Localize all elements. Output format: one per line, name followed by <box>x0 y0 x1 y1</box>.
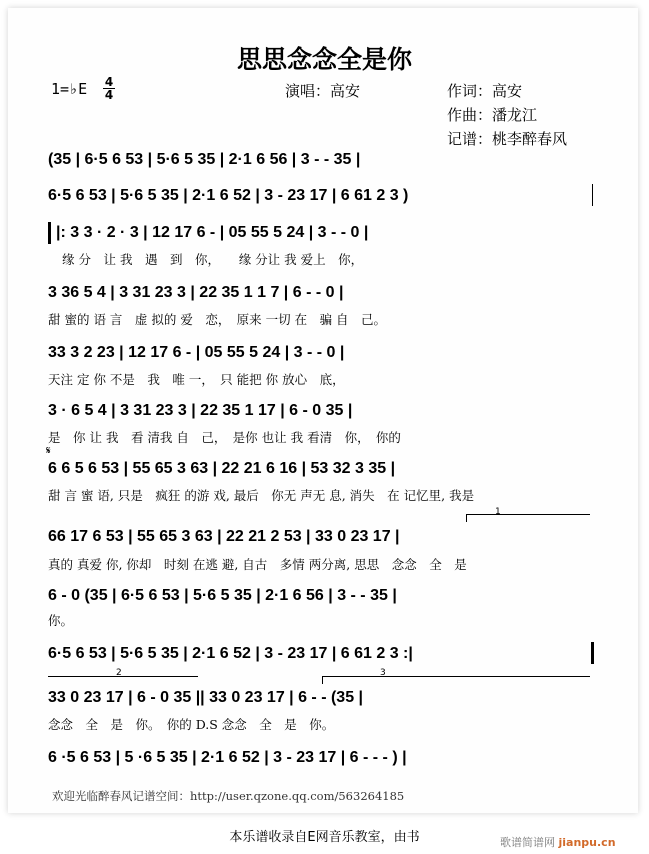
notation-row-6: 3 · 6 5 4 | 3 31 23 3 | 22 35 1 17 | 6 - 0 35 | <box>48 402 353 419</box>
volta-3-number: 3 <box>380 668 386 678</box>
repeat-end-bar <box>591 642 594 664</box>
end-barline <box>592 184 593 206</box>
notation-row-11: 33 0 23 17 | 6 - 0 35 || 33 0 23 17 | 6 - - (35 | <box>48 689 364 706</box>
site-watermark <box>500 834 616 850</box>
lyrics-row-6: 是 你 让 我 看 清我 自 己， 是你 也让 我 看清 你， 你的 <box>48 430 401 445</box>
segno-sign: 𝄋 <box>46 444 51 457</box>
lyrics-row-5: 天注 定 你 不是 我 唯 一， 只 能把 你 放心 底， <box>48 372 345 387</box>
lyrics-row-8: 真的 真爱 你, 你却 时刻 在逃 避, 自古 多情 两分离, 思思 念念 全 是 <box>48 557 467 572</box>
key-signature: 1=♭E <box>51 80 88 98</box>
volta-2-number: 2 <box>116 668 122 678</box>
notation-row-4: 3 36 5 4 | 3 31 23 3 | 22 35 1 1 7 | 6 - - 0 | <box>48 284 344 301</box>
volta-3-hook <box>322 676 323 684</box>
notation-row-10: 6·5 6 53 | 5·6 5 35 | 2·1 6 52 | 3 - 23 17 | 6 61 2 3 :| <box>48 645 413 662</box>
notation-row-5: 33 3 2 23 | 12 17 6 - | 05 55 5 24 | 3 - - 0 | <box>48 344 345 361</box>
song-title: 思思念念全是你 <box>236 45 412 74</box>
time-signature <box>103 76 115 101</box>
footer-note: 欢迎光临醉春风记谱空间：http://user.qzone.qq.com/563264185 <box>52 789 405 803</box>
source-footer: 本乐谱收录自E网音乐教室，由书 <box>229 830 420 845</box>
volta-1-hook <box>466 514 467 522</box>
volta-1-number: 1 <box>495 507 501 517</box>
notation-row-7: 6 6 5 6 53 | 55 65 3 63 | 22 21 6 16 | 53 32 3 35 | <box>48 460 396 477</box>
watermark-text: 歌谱简谱网 <box>500 836 555 849</box>
volta-3-bracket <box>322 676 590 677</box>
volta-2-bracket <box>48 676 198 677</box>
lyrics-row-11: 念念 全 是 你。 你的 D.S 念念 全 是 你。 <box>48 717 335 732</box>
meter-top: 4 <box>104 75 114 89</box>
notation-row-2: 6·5 6 53 | 5·6 5 35 | 2·1 6 52 | 3 - 23 17 | 6 61 2 3 ) <box>48 187 409 204</box>
volta-1-bracket <box>466 514 590 515</box>
lyrics-row-7: 甜 言 蜜 语, 只是 疯狂 的游 戏, 最后 你无 声无 息, 消失 在 记忆里, 我是 <box>48 488 475 503</box>
meter-bottom: 4 <box>104 88 114 102</box>
composer-credit: 作曲：潘龙江 <box>447 106 538 124</box>
notation-row-9: 6 - 0 (35 | 6·5 6 53 | 5·6 5 35 | 2·1 6 56 | 3 - - 35 | <box>48 587 397 604</box>
lyricist-credit: 作词：高安 <box>447 82 523 100</box>
notation-row-12: 6 ·5 6 53 | 5 ·6 5 35 | 2·1 6 52 | 3 - 23 17 | 6 - - - ) | <box>48 749 407 766</box>
watermark-site: jianpu.cn <box>558 836 616 849</box>
singer-credit: 演唱：高安 <box>285 82 361 100</box>
lyrics-row-3: 缘 分 让 我 遇 到 你， 缘 分让 我 爱上 你， <box>62 252 364 267</box>
lyrics-row-9: 你。 <box>48 613 74 628</box>
repeat-start-bar <box>48 222 51 244</box>
lyrics-row-4: 甜 蜜的 语 言 虚 拟的 爱 恋， 原来 一切 在 骗 自 己。 <box>48 312 387 327</box>
transcriber-credit: 记谱：桃李醉春风 <box>447 130 568 148</box>
notation-row-3: |: 3 3 · 2 · 3 | 12 17 6 - | 05 55 5 24 | 3 - - 0 | <box>56 224 369 241</box>
notation-row-8: 66 17 6 53 | 55 65 3 63 | 22 21 2 53 | 33 0 23 17 | <box>48 528 400 545</box>
notation-row-1: (35 | 6·5 6 53 | 5·6 5 35 | 2·1 6 56 | 3 - - 35 | <box>48 151 361 168</box>
